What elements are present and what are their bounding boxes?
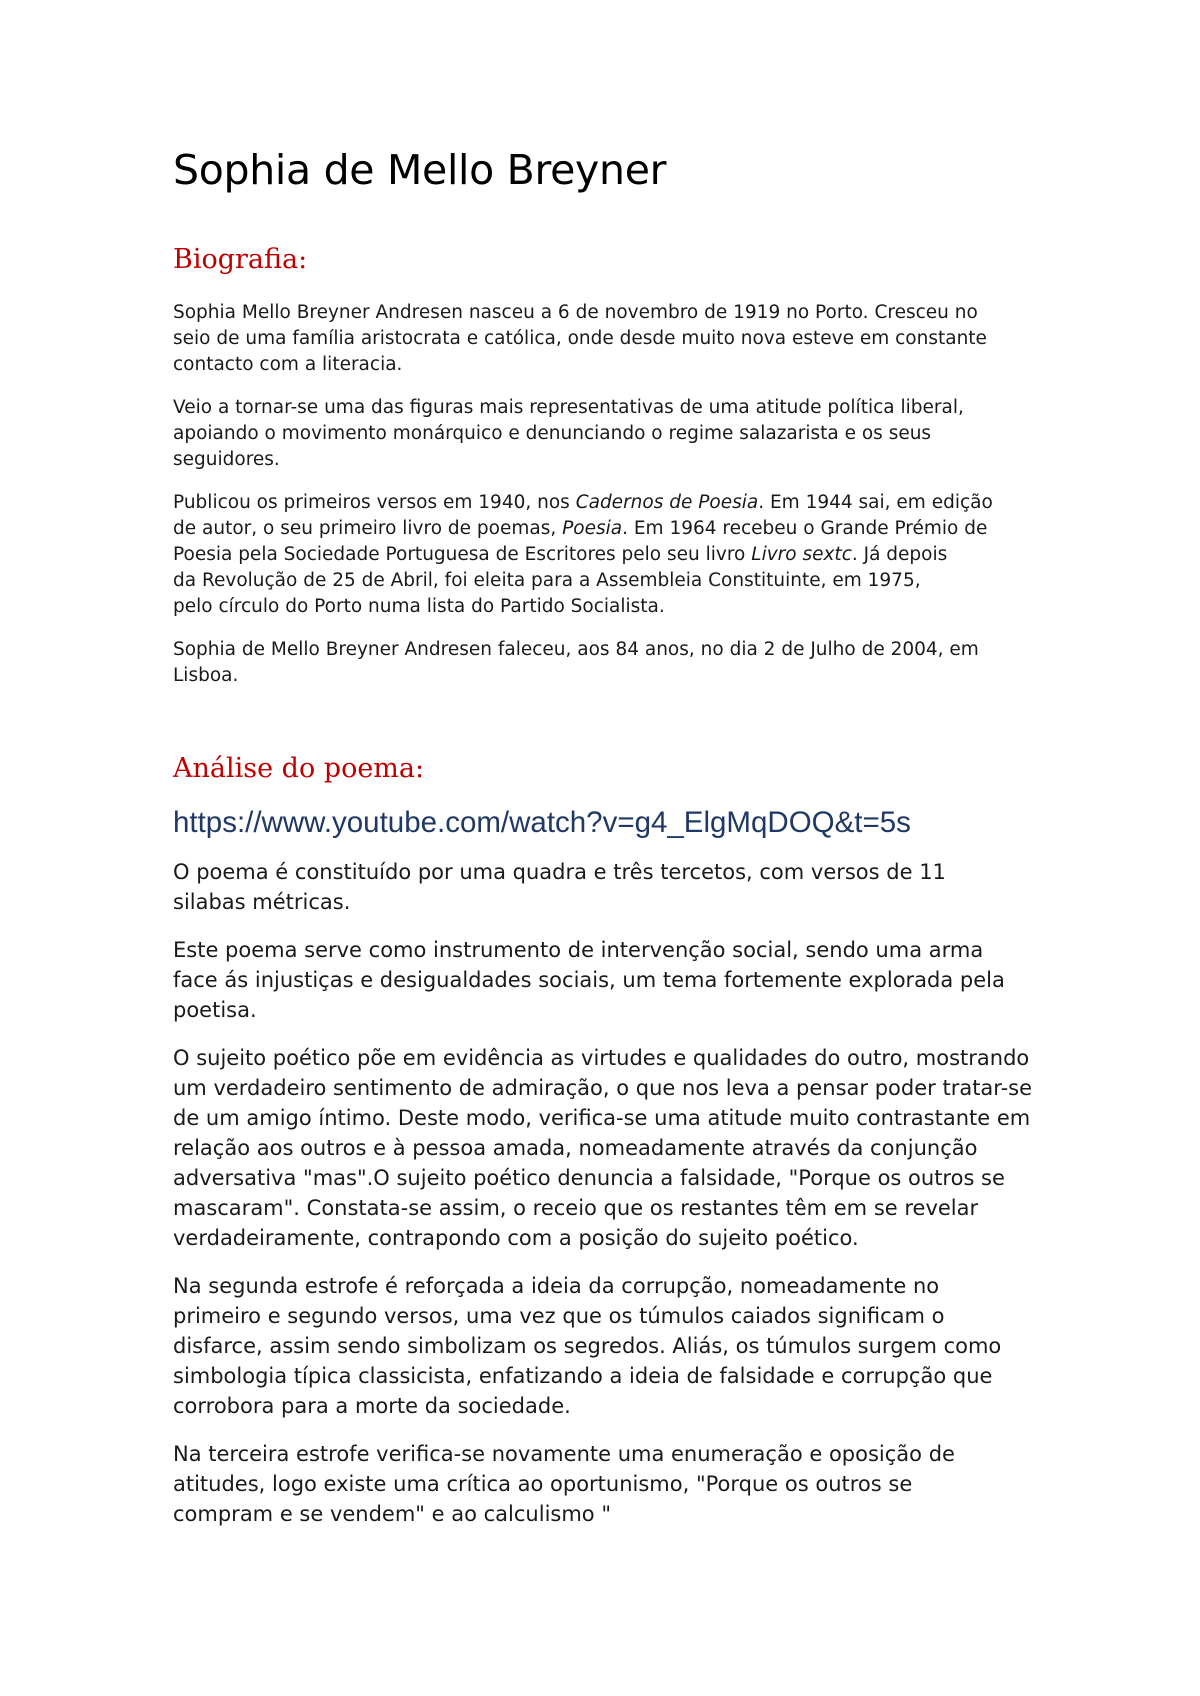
text-run: . Em 1964 recebeu o Grande Prémio de — [622, 518, 988, 539]
text-line: poetisa. — [173, 998, 257, 1022]
text-line: relação aos outros e à pessoa amada, nomeadamente através da conjunção — [173, 1136, 978, 1160]
text-line: contacto com a literacia. — [173, 354, 403, 375]
text-line: corrobora para a morte da sociedade. — [173, 1394, 571, 1418]
text-line: silabas métricas. — [173, 890, 351, 914]
text-line: um verdadeiro sentimento de admiração, o que nos leva a pensar poder tratar-se — [173, 1076, 1033, 1100]
text-line: simbologia típica classicista, enfatizando a ideia de falsidade e corrupção que — [173, 1364, 993, 1388]
text-run: . Em 1944 sai, em edição — [758, 492, 993, 513]
text-line — [173, 516, 1053, 542]
text-line: seguidores. — [173, 449, 280, 470]
document-title: Sophia de Mello Breyner — [173, 146, 667, 194]
text-line: verdadeiramente, contrapondo com a posição do sujeito poético. — [173, 1226, 859, 1250]
text-line: Sophia Mello Breyner Andresen nasceu a 6 de novembro de 1919 no Porto. Cresceu no — [173, 302, 978, 323]
analise-paragraph-4 — [173, 1271, 1053, 1421]
biografia-paragraph-4 — [173, 637, 1053, 689]
text-line: face ás injustiças e desigualdades sociais, um tema fortemente explorada pela — [173, 968, 1005, 992]
text-line: atitudes, logo existe uma crítica ao oportunismo, "Porque os outros se — [173, 1472, 913, 1496]
text-line: compram e se vendem" e ao calculismo " — [173, 1502, 611, 1526]
text-line: primeiro e segundo versos, uma vez que os túmulos caiados significam o — [173, 1304, 945, 1328]
text-line: O poema é constituído por uma quadra e três tercetos, com versos de 11 — [173, 860, 946, 884]
analise-paragraph-3 — [173, 1043, 1053, 1253]
text-line: de um amigo íntimo. Deste modo, verifica-se uma atitude muito contrastante em — [173, 1106, 1031, 1130]
biografia-paragraph-1 — [173, 300, 1053, 378]
document-body — [173, 140, 1053, 1529]
text-line: da Revolução de 25 de Abril, foi eleita para a Assembleia Constituinte, em 1975, — [173, 570, 921, 591]
text-line: Na terceira estrofe verifica-se novamente uma enumeração e oposição de — [173, 1442, 955, 1466]
analise-paragraph-2 — [173, 935, 1053, 1025]
text-line: seio de uma família aristocrata e católica, onde desde muito nova esteve em constante — [173, 328, 987, 349]
analise-paragraph-5 — [173, 1439, 1053, 1529]
text-run: Poesia pela Sociedade Portuguesa de Escritores pelo seu livro — [173, 544, 752, 565]
book-title-poesia: Poesia — [562, 518, 623, 539]
text-line: adversativa "mas".O sujeito poético denuncia a falsidade, "Porque os outros se — [173, 1166, 1005, 1190]
book-title-cadernos: Cadernos de Poesia — [575, 492, 759, 513]
text-line: Na segunda estrofe é reforçada a ideia da corrupção, nomeadamente no — [173, 1274, 940, 1298]
text-line: O sujeito poético põe em evidência as virtudes e qualidades do outro, mostrando — [173, 1046, 1030, 1070]
text-line: Este poema serve como instrumento de intervenção social, sendo uma arma — [173, 938, 984, 962]
text-run: Publicou os primeiros versos em 1940, nos — [173, 492, 576, 513]
text-line — [173, 490, 1053, 516]
text-line: Lisboa. — [173, 665, 239, 686]
text-line — [173, 542, 1053, 568]
book-title-livro-sexto: Livro sextc — [751, 544, 852, 565]
biografia-paragraph-3 — [173, 490, 1053, 620]
text-run: . Já depois — [851, 544, 948, 565]
text-run: de autor, o seu primeiro livro de poemas, — [173, 518, 563, 539]
analise-paragraph-1 — [173, 857, 1053, 917]
text-line: disfarce, assim sendo simbolizam os segredos. Aliás, os túmulos surgem como — [173, 1334, 1002, 1358]
text-line: pelo círculo do Porto numa lista do Partido Socialista. — [173, 596, 665, 617]
heading-biografia: Biografia: — [173, 244, 308, 275]
text-line: apoiando o movimento monárquico e denunciando o regime salazarista e os seus — [173, 423, 932, 444]
text-line: Sophia de Mello Breyner Andresen faleceu, aos 84 anos, no dia 2 de Julho de 2004, em — [173, 639, 979, 660]
biografia-paragraph-2 — [173, 395, 1053, 473]
heading-analise-poema: Análise do poema: — [173, 753, 425, 784]
text-line: Veio a tornar-se uma das figuras mais representativas de uma atitude política liberal, — [173, 397, 964, 418]
text-line: mascaram". Constata-se assim, o receio que os restantes têm em se revelar — [173, 1196, 979, 1220]
youtube-link[interactable]: https://www.youtube.com/watch?v=g4_ElgMqDOQ&t=5s — [173, 806, 911, 839]
